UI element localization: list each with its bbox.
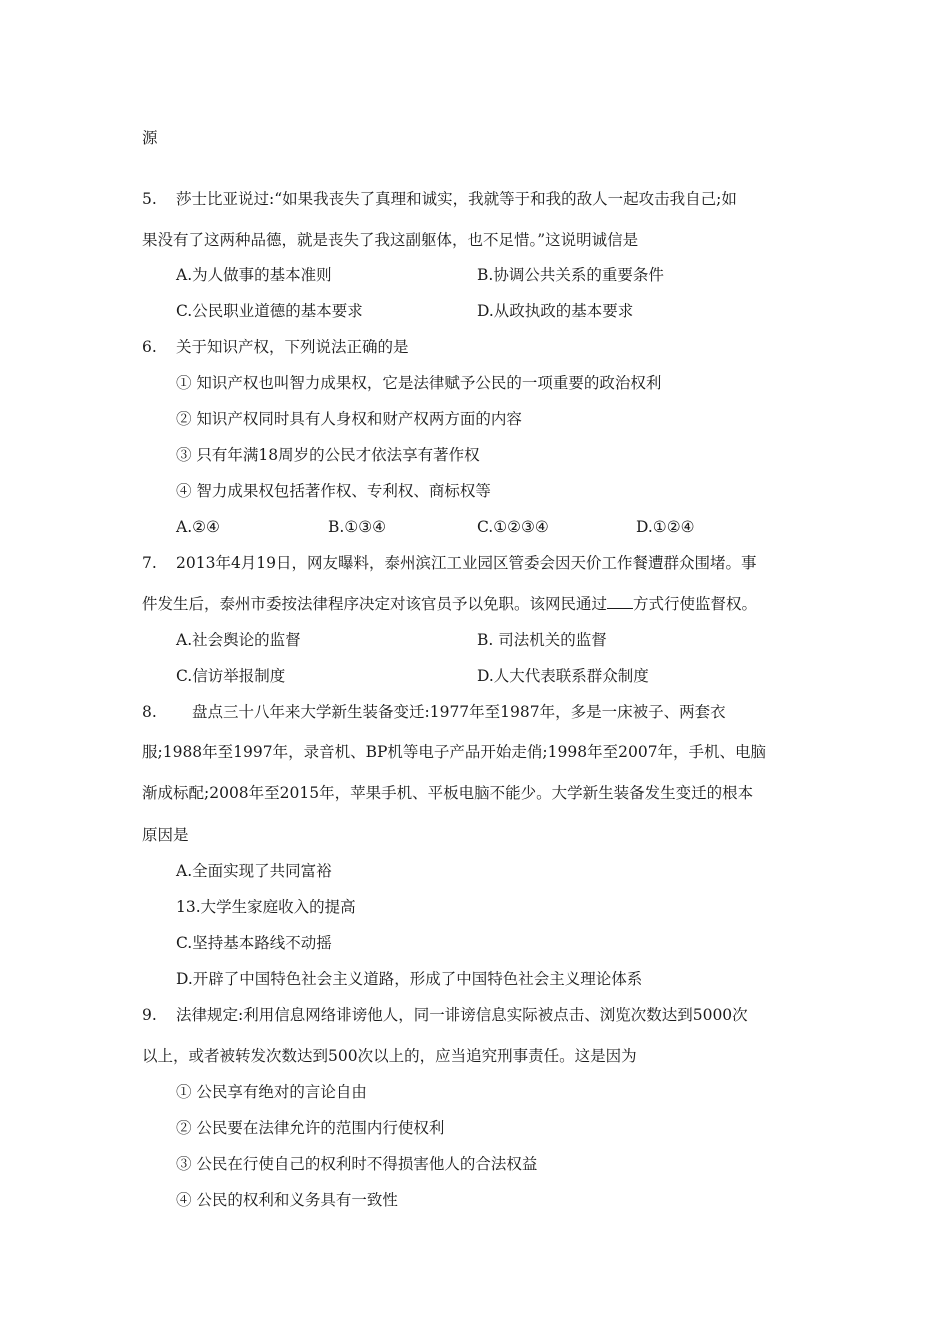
stem-text: 件发生后，泰州市委按法律程序决定对该官员予以免职。该网民通过 [142,595,608,613]
question-stem-line [142,594,757,614]
statement-4: ④ 智力成果权包括著作权、专利权、商标权等 [176,482,491,500]
question-stem-line: 盘点三十八年来大学新生装备变迁:1977年至1987年，多是一床被子、两套衣 [192,703,726,721]
statement-2: ② 知识产权同时具有人身权和财产权两方面的内容 [176,410,522,428]
statement-4: ④ 公民的权利和义务具有一致性 [176,1191,398,1209]
question-stem-line: 以上，或者被转发次数达到500次以上的，应当追究刑事责任。这是因为 [142,1047,637,1065]
statement-1: ① 知识产权也叫智力成果权，它是法律赋予公民的一项重要的政治权利 [176,374,662,392]
answer-blank [607,594,633,609]
question-stem-line: 莎士比亚说过:“如果我丧失了真理和诚实，我就等于和我的敌人一起攻击我自己;如 [176,190,737,208]
option-b: B.协调公共关系的重要条件 [477,266,664,284]
question-number: 6. [142,338,157,356]
question-stem-line: 法律规定:利用信息网络诽谤他人，同一诽谤信息实际被点击、浏览次数达到5000次 [176,1006,748,1024]
option-d: D.从政执政的基本要求 [477,302,634,320]
question-stem-line: 关于知识产权，下列说法正确的是 [176,338,409,356]
option-d: D.开辟了中国特色社会主义道路，形成了中国特色社会主义理论体系 [176,970,643,988]
option-b: 13.大学生家庭收入的提高 [176,898,356,916]
option-c: C.公民职业道德的基本要求 [176,302,363,320]
question-number: 8. [142,703,157,721]
statement-3: ③ 只有年满18周岁的公民才依法享有著作权 [176,446,480,464]
option-c: C.信访举报制度 [176,667,286,685]
statement-1: ① 公民享有绝对的言论自由 [176,1083,367,1101]
option-d: D.①②④ [636,518,695,536]
question-stem-line: 服;1988年至1997年，录音机、BP机等电子产品开始走俏;1998年至2007年，手机、电脑 [142,743,767,761]
stem-text: 方式行使监督权。 [633,595,758,613]
option-a: A.为人做事的基本准则 [176,266,332,284]
question-number: 9. [142,1006,157,1024]
option-a: A.全面实现了共同富裕 [176,862,332,880]
option-c: C.坚持基本路线不动摇 [176,934,332,952]
statement-3: ③ 公民在行使自己的权利时不得损害他人的合法权益 [176,1155,538,1173]
statement-2: ② 公民要在法律允许的范围内行使权利 [176,1119,445,1137]
option-a: A.社会舆论的监督 [176,631,301,649]
option-d: D.人大代表联系群众制度 [477,667,649,685]
question-number: 5. [142,190,157,208]
question-number: 7. [142,554,157,572]
option-b: B. 司法机关的监督 [477,631,607,649]
option-b: B.①③④ [328,518,387,536]
option-c: C.①②③④ [477,518,549,536]
question-stem-line: 2013年4月19日，网友曝料，泰州滨江工业园区管委会因天价工作餐遭群众围堵。事 [176,554,757,572]
option-a: A.②④ [176,518,220,536]
top-fragment: 源 [142,129,158,147]
question-stem-line: 原因是 [142,826,189,844]
question-stem-line: 果没有了这两种品德，就是丧失了我这副躯体，也不足惜。”这说明诚信是 [142,231,639,249]
question-stem-line: 渐成标配;2008年至2015年，苹果手机、平板电脑不能少。大学新生装备发生变迁的根本 [142,784,754,802]
